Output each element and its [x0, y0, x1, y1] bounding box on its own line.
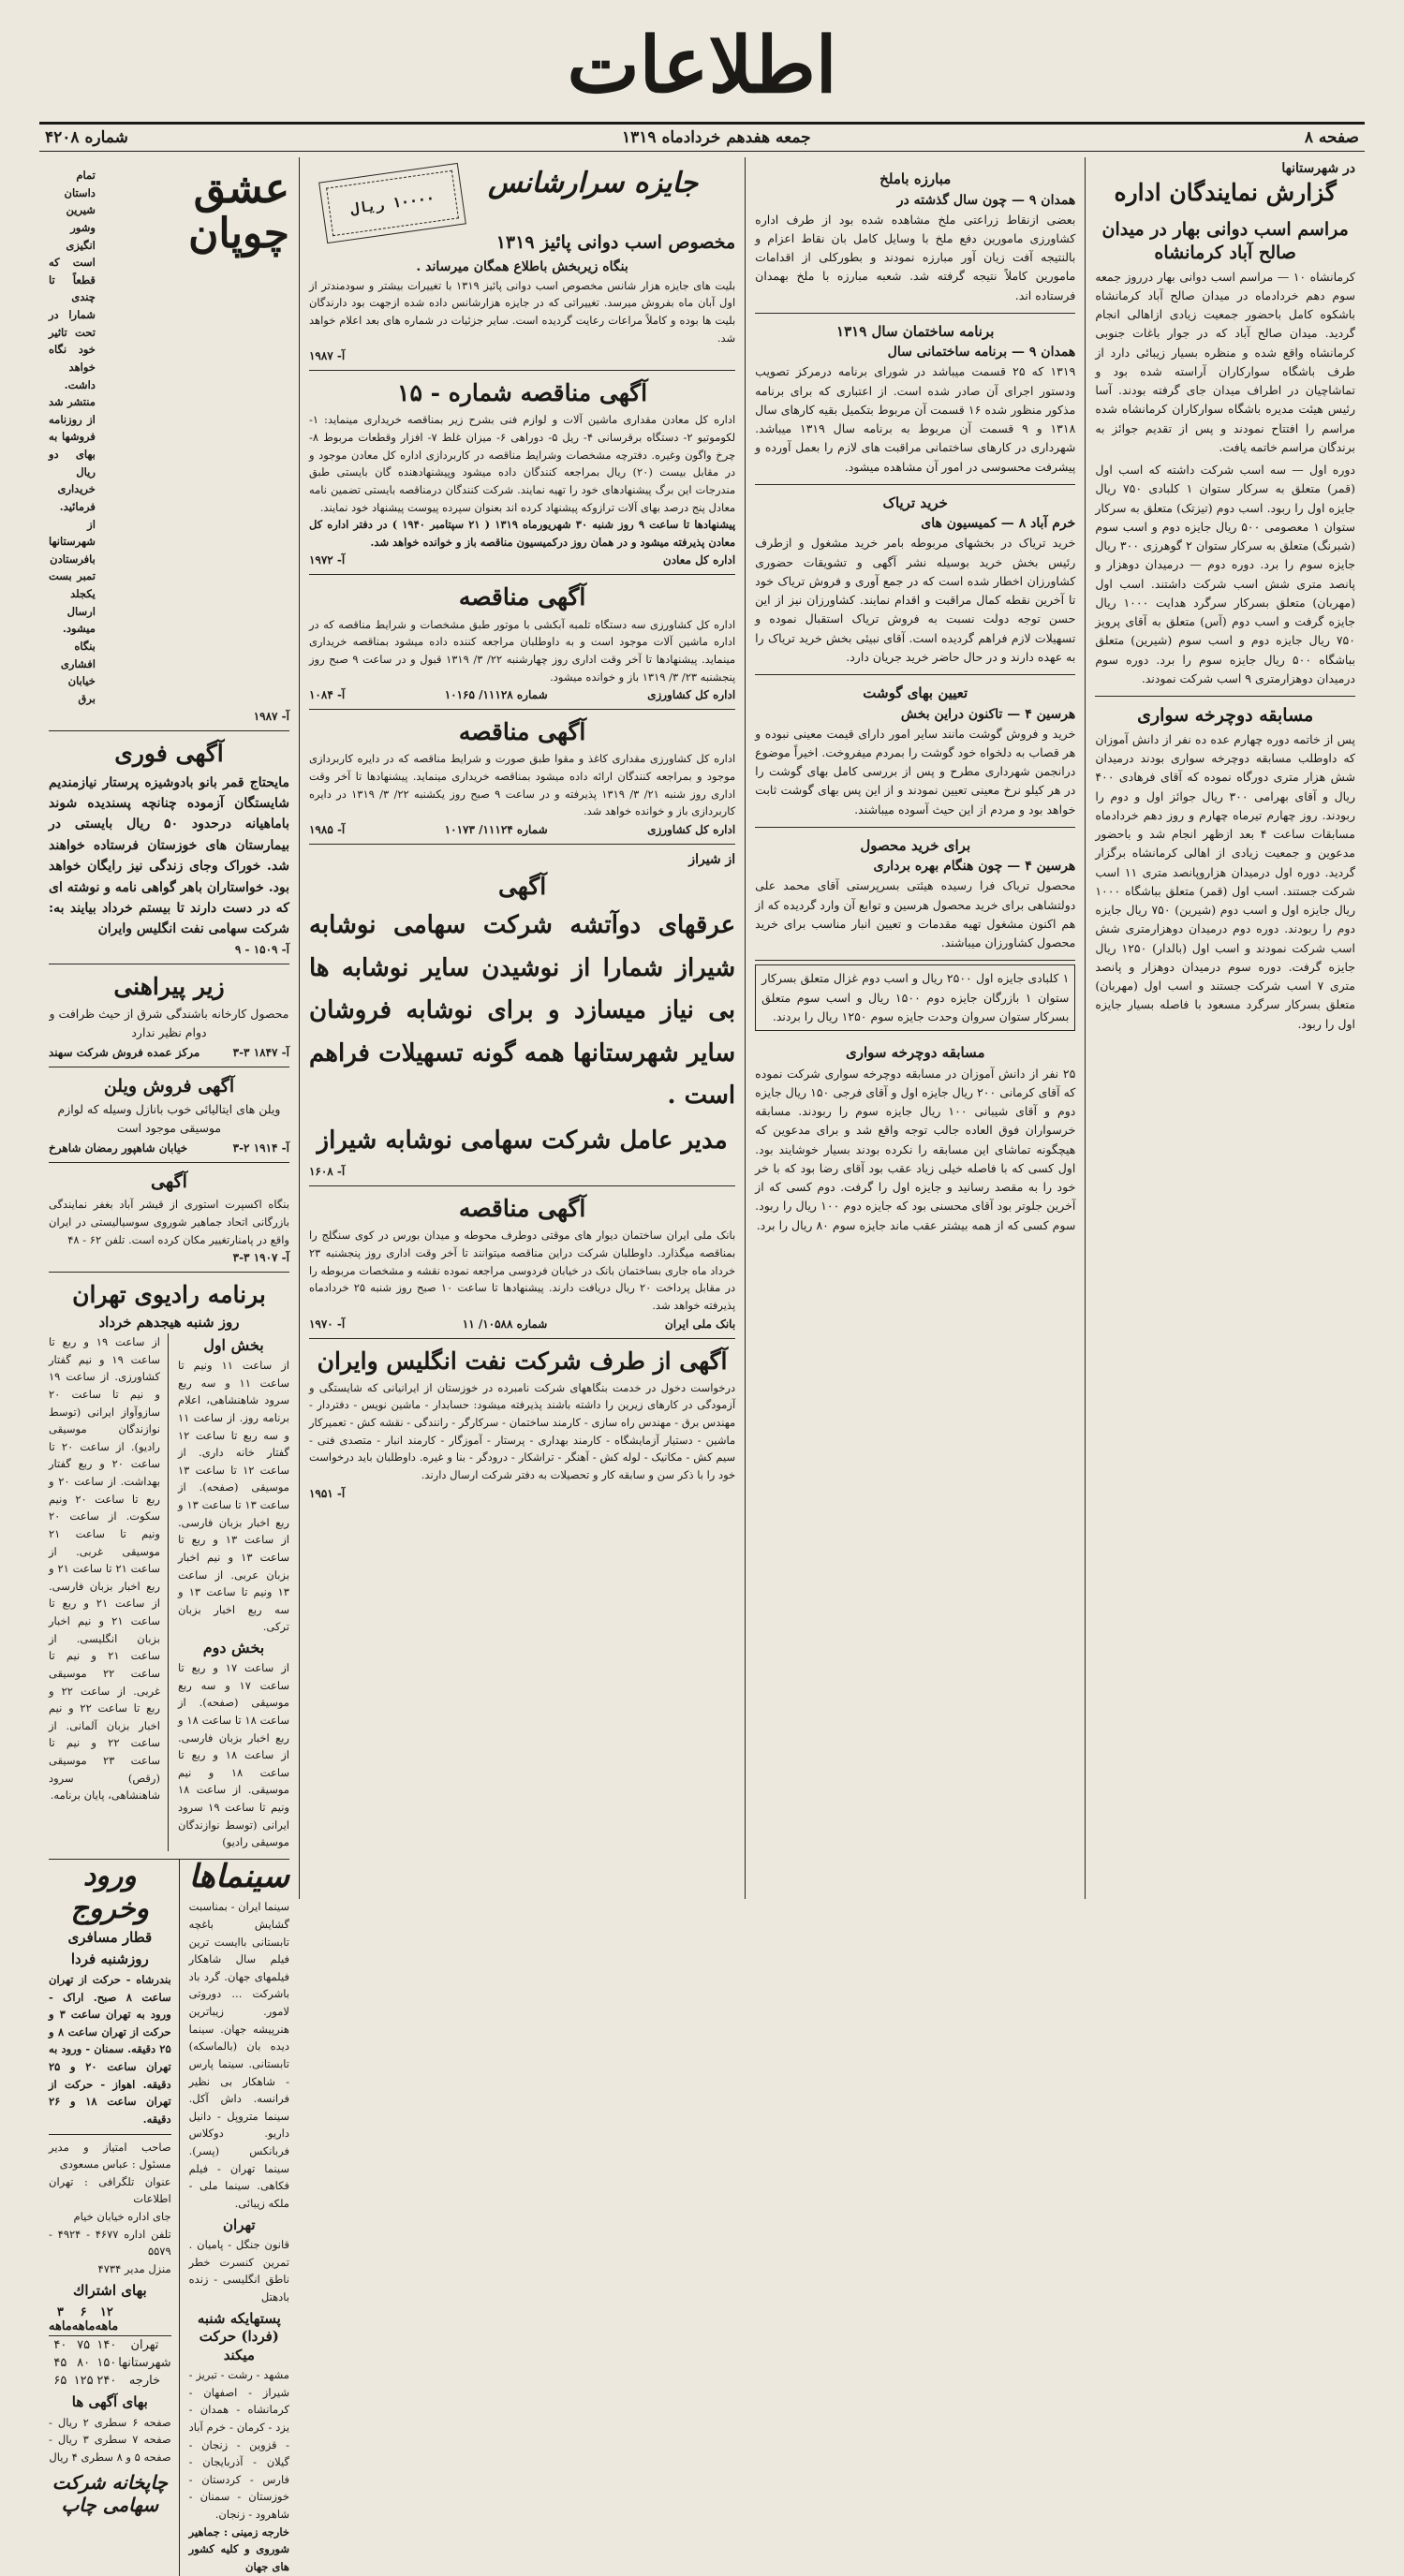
travel-sub: قطار مسافری: [67, 1928, 153, 1946]
radio-part-1-2: [178, 1333, 289, 1851]
radio-part-label: بخش اول: [203, 1336, 264, 1354]
tender-bank: [309, 1186, 735, 1338]
tender-footer: [309, 823, 735, 836]
anglo-iranian-ad: [309, 1339, 735, 1508]
travel-body: بندرشاه - حرکت از تهران ساعت ۸ صبح. اراک - ورود به تهران ساعت ۳ و حرکت از تهران ساعت ۸ و ۲۵ دقیقه. سمنان - ورود به تهران ساعت ۲۰ و ۲۵ دقیقه. اهواز - حرکت از تهران ساعت ۱۸ و ۲۶ دقیقه.: [49, 1972, 171, 2126]
columns: [39, 157, 1365, 2573]
lottery-body: بلیت های جایزه هزار شانس مخصوص اسب دوانی پائیز ۱۳۱۹ با تغییرات بیشتر و سودمندتر از اول آبان ماه بفروش میرسد. تغییراتی که در جایزه هزارشانس داده شده ازجهت بود دارندگان بلیت ها بوده و کاملاً مراعات رعایت گردیده است. سایر جزئیات در شماره های بعد اعلام خواهد شد.: [308, 278, 736, 345]
urgent-ad: [49, 731, 289, 964]
tender-footer: [309, 1317, 735, 1331]
cinemas-box: [188, 1857, 289, 2576]
ad-body: درخواست دخول در خدمت بنگاههای شرکت نامبرده در خوزستان از ایرانیانی که شایستگی و آزمودگی در کارهای زیرین را داشته باشند پذیرفته میشود: حسابدار - ماشین نویس - دفتردار - مهندس برق - مهندس راه سازی - کارمند ساختمان - سرکارگر - رانندگی - نقشه کش - تعمیرکار ماشین - دستیار آزمایشگاه - کارمند بهداری - پرستار - آموزگار - کارمند انبار - متصدی فنی - سیم کش - مکانیک - لوله کش - آهنگر - تراشکار - درودگر - بنا و غیره. داوطلبان باید درخواست خود را با ذکر سن و سابقه کار و تحصیلات به دفتر شرکت ارسال دارند.: [308, 1380, 736, 1481]
travel-and-imprint: [49, 1860, 180, 2576]
subscription-title: بهای اشتراك: [72, 2281, 147, 2299]
story-body-continued: دوره اول — سه اسب شرکت داشته که اسب اول (قمر) متعلق به سرکار ستوان ۱ کلبادی ۷۵۰ ریال جایزه اول را ربود. اسب دوم (تیزتک) متعلق به سرکار ستوان ۱ معصومی ۵۰۰ ریال جایزه دوم و اسب سوم (شبرنگ) متعلق به سرکار ستوان ۲ گوهرزی ۳۰۰ ریال جایزه سوم را برد. دوره دوم — درمیدان دوهزار و پانصد متری شش اسب شرکت داشتند. اسب اول (مهربان) متعلق بسرکار سرگرد هدایت ۱۰۰۰ ریال جایزه گرفت و اسب دوم (آس) متعلق به آقای پرویز ۷۵۰ ریال جایزه دوم و اسب سوم (شیرین) متعلق بباشگاه ۵۰۰ ریال جایزه سوم را برد. دوره سوم درمیدان دوهزارمتری ۹ اسب شرکت نمودند.: [1095, 463, 1356, 685]
cinema-body: سینما ایران - بمناسبت گشایش باغچه تابستانی باایست ترین فیلم سال شاهکار فیلمهای جهان. گرد باد باشرکت ... دوروتی لامور. زیباترین هنرپیشه جهان. سینما دیده بان (بالماسکه) تابستانی. سینما پارس - شاهکار بی نظیر فرانسه. داش آکل. سینما متروپل - دانیل داریو. دوکلاس فربانکس (پسر). سینما تهران - فیلم فکاهی. سینما ملی - ملکه زیبائی.: [188, 1900, 289, 2210]
radio-part-body: از ساعت ۱۱ ونیم تا ساعت ۱۱ و سه ربع سرود شاهنشاهی، اعلام برنامه روز. از ساعت ۱۱ و سه ربع تا ساعت ۱۲ گفتار خانه داری. از ساعت ۱۲ تا ساعت ۱۳ موسیقی (صفحه). از ساعت ۱۳ تا ساعت ۱۳ و ربع اخبار بزبان فارسی. از ساعت ۱۳ و ربع تا ساعت ۱۳ و نیم اخبار بزبان عربی. از ساعت ۱۳ ونیم تا ساعت ۱۳ و سه ربع اخبار بزبان ترکی.: [177, 1359, 289, 1634]
tender-signer: بانک ملی ایران: [664, 1317, 736, 1331]
subscription-header-cell: ۳ ماهه: [49, 2304, 72, 2336]
ad-code: آ- ۱۹۵۱: [308, 1486, 346, 1500]
ad-code: آ- ۱۰۸۴: [308, 688, 346, 702]
story-title: مبارزه باملخ: [879, 170, 952, 187]
drama-title: تهران: [223, 2215, 256, 2233]
story-title: برنامه ساختمان سال ۱۳۱۹: [836, 322, 995, 340]
story-cycling-2: [755, 1035, 1075, 1243]
tender-date: پیشنهادها تا ساعت ۹ روز شنبه ۳۰ شهریورماه ۱۳۱۹ ( ۲۱ سپتامبر ۱۹۴۰ ) در دفتر اداره کل معادن پذیرفته میشود و در همان روز درکمیسیون مناقصه باز و خوانده خواهد شد.: [308, 518, 736, 549]
imprint: [49, 2134, 171, 2517]
issue-number: شماره ۴۲۰۸: [45, 128, 128, 147]
ad-code: آ- ۱۹۸۷: [253, 710, 289, 724]
tender-body: اداره کل کشاورزی سه دستگاه تلمبه آبکشی با موتور طبق مشخصات و شرایط مناقصه که در اداره ماشین آلات موجود است و به داوطلبان مراجعه کننده داده میشود بمناقصه خریداری مینماید. پیشنهادها تا آخر وقت اداری روز چهارشنبه ۲۲/ ۳/ ۱۳۱۹ قبول و در ساعت ۹ صبح روز پنجشنبه ۲۳/ ۳/ ۱۳۱۹ باز و خوانده میشود.: [308, 617, 736, 684]
ad-body: بنگاه اکسپرت استوری از قیشر آباد بغفر نمایندگی بازرگانی اتحاد جماهیر شوروی سوسیالیستی در ایران واقع در پامنارتغییر مکان کرده است. تلفن ۶۲ - ۴۸: [49, 1198, 289, 1246]
ad-code: آ- ۱۶۰۸: [308, 1165, 346, 1179]
table-cell: تهران: [130, 2338, 159, 2352]
section-label: در شهرستانها: [1281, 161, 1355, 176]
bottom-split: [49, 1857, 289, 2576]
drama-body: قانون جنگل - پامیان . تمرین کنسرت خطر ناطق انگلیسی - زنده بادهتل: [188, 2238, 289, 2304]
column-notices: [300, 157, 746, 1899]
ad-code: آ- ۱۹۸۵: [308, 822, 346, 836]
subscription-header-cell: [118, 2304, 170, 2336]
radio-day: روز شنبه هیجدهم خرداد: [98, 1313, 240, 1331]
story-kermanshah-race: [1095, 211, 1355, 697]
ad-place: از شیراز: [688, 851, 736, 867]
ad-code: آ- ۱۹۰۷ ۳-۳: [232, 1251, 289, 1265]
ad-code: آ- ۱۵۰۹ - ۹: [234, 942, 289, 956]
page-number: صفحه ۸: [1304, 128, 1359, 147]
masthead-title: اطلاعات: [567, 21, 837, 110]
ad-vendor: خیابان شاهپور رمضان شاهرخ: [49, 1141, 188, 1155]
tender-title: آگهی مناقصه: [458, 583, 586, 611]
ad-body: [309, 905, 735, 1162]
story-body: کرمانشاه ۱۰ — مراسم اسب دوانی بهار درروز جمعه سوم دهم خردادماه در میدان صالح آباد کرمانشاه باشکوه کامل باحضور جمعیت زیادی ازاهالی انجام گردید. میدان صالح آباد که در جوار باغات جنوبی کرمانشاه واقع شده و منظره بسیار زیبائی دارد از طرف باشگاه سوارکاران آراسته شده بود و تماشاچیان در اطراف میدان جای گرفته بودند. آسا رئیس هیئت مدیره باشگاه سوارکاران کرمانشاه شده مراسم را افتتاح نمودند و پس از تقدیم جوائز به برندگان مراسم خاتمه یافت.: [1095, 269, 1355, 454]
tender-15: [309, 371, 735, 575]
story-cycling: [1095, 697, 1355, 1041]
story-lead: همدان ۹ — چون سال گذشته در: [896, 192, 1076, 208]
table-cell: شهرستانها: [118, 2356, 171, 2370]
radio-part-label: بخش دوم: [202, 1639, 265, 1656]
serial-footer: [49, 710, 289, 723]
post-foreign: خارجه زمینی : جماهیر شوروی و کلیه کشور های جهان: [188, 2524, 289, 2573]
story-opium: [755, 485, 1075, 675]
table-cell: ۴۰: [53, 2338, 67, 2352]
tender-ref: شماره ۱۱۱۲۴/ ۱۰۱۷۳: [444, 822, 548, 836]
lottery-subtitle: مخصوص اسب دوانی پائیز ۱۳۱۹: [495, 232, 736, 253]
table-row: [49, 2336, 171, 2355]
table-row: [49, 2372, 171, 2390]
table-cell: ۶۵: [53, 2374, 67, 2388]
imprint-owner: صاحب امتیاز و مدیر مسئول : عباس مسعودی: [49, 2140, 171, 2171]
ad-vendor: مرکز عمده فروش شرکت سهند: [49, 1045, 200, 1059]
story-body: ۲۵ نفر از دانش آموزان در مسابقه دوچرخه سواری شرکت نموده که آقای کرمانی ۲۰۰ ریال جایزه اول و آقای فرجی ۱۵۰ ریال جایزه دوم و آقای شیبانی ۱۰۰ ریال جایزه سوم را ربودند. مسابقه خرسواران فوق العاده جالب توجه واقع شد و برای مدعوین که هیچگونه تماشای این مسابقه را نکرده بودند بسیار خوشایند بود. اول کسی که با فاصله خیلی زیاد عقب بود آقای رضا بود که با خر خود را به مقصد رسانید و جایزه اول را گرفت. دوم کسی که از آخرین جلوتر بود آقای محسنی بود که جایزه دوم ۱۰۰ ریال را ربود. سوم کسی که از همه بیشتر عقب ماند جایزه سوم ۸۰ ریال را برد.: [755, 1066, 1076, 1232]
ad-body-text: عرقهای دوآتشه شرکت سهامی نوشابه شیراز شمارا از نوشیدن سایر نوشابه ها بی نیاز میسازد و برای نوشابه فروشان سایر شهرستانها همه گونه تسهیلات فراهم است .: [308, 911, 736, 1111]
tender-signer: اداره کل معادن: [662, 553, 736, 567]
serial-body: تمام داستان شیرین وشور انگیزی است که قطعاً تا چندی شمارا در تحت تاثیر خود نگاه خواهد داشت. منتشر شد از روزنامه فروشها به بهای دو ریال خریداری فرمائید. از شهرستانها بافرستادن تمبر بست یکجلد ارسال میشود. بنگاه افشاری خیابان برق: [48, 169, 96, 705]
ad-footer: [49, 1251, 289, 1264]
column-classifieds: [39, 157, 300, 2573]
masthead: [39, 22, 1365, 109]
story-title: مسابقه دوچرخه سواری: [845, 1044, 985, 1061]
ad-body: محصول کارخانه باشندگی شرق از حیث ظرافت و دوام نظیر ندارد: [49, 1007, 289, 1040]
subscription-table: [49, 2304, 171, 2390]
ad-code: آ- ۱۹۷۲: [308, 553, 346, 567]
lottery-ticket-amount: ۱۰۰۰۰ ریال: [348, 188, 436, 218]
ad-title: آگهی از طرف شرکت نفت انگلیس وایران: [317, 1347, 728, 1375]
table-cell: ۲۴۰: [96, 2374, 117, 2388]
lottery-footer: [309, 349, 735, 362]
imprint-home: منزل مدیر ۴۷۳۴: [97, 2261, 171, 2275]
ad-body: مایحتاج قمر بانو بادوشیزه پرستار نیازمندیم شایستگان آزموده چنانچه پسندیده شوند باماهیانه درحدود ۵۰ ریال بایستی در بیمارستان های خوزستان فرستاده خواهند شد. خوراک وجای زندگی نیز رایگان خواهد بود. خواستاران باهر گواهی نامه و نوشته ای که در دست دارند تا بیستم خرداد بیایند به: شرکت سهامی نفت انگلیس وایران: [49, 774, 289, 937]
printer-imprint: چاپخانه شرکت سهامی چاپ: [52, 2471, 168, 2517]
ad-code: آ- ۱۸۴۷ ۳-۳: [232, 1045, 289, 1059]
issue-date: جمعه هفدهم خردادماه ۱۳۱۹: [622, 128, 811, 147]
table-cell: ۸۰: [77, 2356, 91, 2370]
tender-ref: شماره ۱۱۱۲۸/ ۱۰۱۶۵: [444, 688, 548, 702]
violin-ad: [49, 1067, 289, 1163]
story-title: خرید تریاک: [882, 493, 948, 511]
tender-body: اداره کل معادن مقداری ماشین آلات و لوازم فنی بشرح زیر بمناقصه خریداری مینماید: ۱- لکوموتیو ۲- دستگاه برقرسانی ۴- ریل ۵- دوراهی ۶- میزان غلط ۷- افزار وقطعات مربوط ۸- چرخ واگون وغیره. دفترچه مشخصات وشرایط مناقصه در کاربردازی اداره کل معادن موجود و در مقابل بیست (۲۰) ریال بمراجعه کنندگان داده میشود وپیشنهادهنده گان بایستی طبق مندرجات این برگ پیشنهادهای خود را تهیه نمایند. شرکت کنندگان درمناقصه بایستی تضمین نامه معادل پنج درصد بهای آلات ترازوکه پیشنهاد کرده اند بعنوان سپرده پیوست پیشنهاد خود نمایند.: [308, 413, 736, 514]
story-harvest: [755, 828, 1075, 962]
ad-footer: [309, 1165, 735, 1178]
story-body: خرید و فروش گوشت مانند سایر امور دارای قیمت معینی نبوده و هر قصاب به دلخواه خود گوشت را بمردم میفروخت. اخیراً موضوع درانجمن شهرداری مطرح و پس از بررسی کامل بهای گوشت را در هر کیلو نرخ معینی تعیین نمودند و از این پس بهای گوشت ثابت خواهد بود و مردم از این حیث آسوده میباشند.: [755, 726, 1076, 817]
column-provinces: [1086, 157, 1365, 1899]
tender-ref: شماره ۱۰۵۸۸/ ۱۱: [462, 1317, 548, 1331]
story-construction: [755, 314, 1075, 485]
story-body: ۱۳۱۹ که ۲۵ قسمت میباشد در شورای برنامه درمرکز تصویب ودستور اجرای آن صادر شده است. از اعتباری که برای برنامه مذکور منظور شده ۱۶ قسمت آن مربوط بتکمیل بقیه کارهای سال ۱۳۱۸ و ۹ قسمت آن مربوط به برنامه سال ۱۳۱۹ میباشد. شهرداری در کارهای ساختمانی مراقبت های لازم را بعمل آورده و پیشرفت محسوسی در امور آن مشاهده میشود.: [755, 364, 1076, 474]
subscription-header-row: [49, 2304, 171, 2336]
subscription-header-cell: ۱۲ ماهه: [96, 2304, 119, 2336]
ad-rates-body: صفحه ۶ سطری ۲ ریال - صفحه ۷ سطری ۳ ریال - صفحه ۵ و ۸ سطری ۴ ریال: [49, 2415, 171, 2464]
serial-ad: [49, 161, 289, 731]
radio-title: برنامه رادیوی تهران: [72, 1281, 266, 1309]
ad-title: زیر پیراهنی: [113, 972, 225, 1000]
tender-signer: اداره کل کشاورزی: [647, 822, 736, 836]
table-cell: ۱۵۰: [96, 2356, 117, 2370]
shiraz-ad: [309, 845, 735, 1186]
story-lead: هرسین ۴ — چون هنگام بهره برداری: [873, 859, 1076, 875]
post-title: پستهایکه شنبه (فردا) حرکت میکند: [197, 2309, 281, 2363]
table-cell: ۷۵: [77, 2338, 91, 2352]
tender-agri-2: [309, 710, 735, 845]
tender-agri-1: [309, 575, 735, 710]
ad-title: آگهی فروش ویلن: [103, 1075, 235, 1097]
tender-body: اداره کل کشاورزی مقداری کاغذ و مقوا طبق صورت و شرایط مناقصه که در دایره کاربردازی موجود و بمراجعه کنندگان ارائه داده میشود بمناقصه خریداری مینماید. پیشنهادها تا آخر وقت اداری روز شنبه ۲۱/ ۳/ ۱۳۱۹ پذیرفته و در ساعت ۹ صبح روز یکشنبه ۲۲/ ۳/ ۱۳۱۹ در دایره کاربردازی باز و خوانده خواهد شد.: [308, 752, 736, 818]
lottery-ad: [309, 161, 735, 371]
subscription-header-cell: ۶ ماهه: [72, 2304, 96, 2336]
table-cell: خارجه: [128, 2374, 161, 2388]
dateline: [39, 122, 1365, 152]
notice-ad: [49, 1163, 289, 1273]
story-title: تعیین بهای گوشت: [863, 684, 968, 701]
tender-body: بانک ملی ایران ساختمان دیوار های موقتی دوطرف محوطه و میدان بورس در کوی سنگلج را بمناقصه میگذارد. داوطلبان شرکت دراین مناقصه میتوانند تا آخر وقت اداری روز پنجشنبه ۲۳ خرداد ماه جاری بساختمان بانک در خیابان فردوسی مراجعه نموده نقشه و مشخصات مربوطه را در مقابل پرداخت ۲۰ ریال دریافت دارند. پیشنهادها تا ساعت ۱۰ صبح روز شنبه ۲۵ خردادماه پذیرفته خواهد شد.: [308, 1229, 736, 1312]
table-row: [49, 2354, 171, 2372]
story-body: محصول تریاک فرا رسیده هیئتی بسرپرستی آقای محمد علی دولتشاهی برای خرید محصول هرسین و توابع آن وارد گردیده که از هم اکنون مشغول تهیه مقدمات و تعیین انبار مناسب برای خرید محصول کشاورزان میباشند.: [755, 878, 1076, 949]
ad-code: آ- ۱۹۱۴ ۲-۳: [232, 1141, 289, 1155]
ad-title: آگهی: [151, 1170, 187, 1192]
imprint-phone: تلفن اداره ۴۶۷۷ - ۴۹۲۴ - ۵۵۷۹: [49, 2227, 171, 2259]
story-title: مراسم اسب دوانی بهار در میدان صالح آباد کرمانشاه: [1101, 219, 1349, 263]
ad-title: آگهی فوری: [114, 740, 224, 768]
tender-title: آگهی مناقصه شماره - ۱۵: [397, 379, 648, 407]
table-cell: ۱۴۰: [96, 2338, 117, 2352]
radio-program: [49, 1273, 289, 1860]
travel-day: روزشنبه فردا: [70, 1950, 149, 1968]
travel-title: ورود وخروج: [70, 1859, 150, 1925]
story-lead: خرم آباد ۸ — کمیسیون های: [921, 516, 1076, 532]
radio-part-3: [49, 1333, 169, 1851]
lottery-title: جایزه سرارشانس: [488, 167, 699, 199]
table-cell: ۴۵: [53, 2356, 67, 2370]
ad-body: ویلن های ایتالیائی خوب بانازل وسیله که لوازم موسیقی موجود است: [57, 1102, 281, 1136]
boxed-text: ۱ کلبادی جایزه اول ۲۵۰۰ ریال و اسب دوم غزال متعلق بسرکار ستوان ۱ بازرگان جایزه دوم ۱۵۰۰ ریال و اسب سوم متعلق بسرکار ستوان سروان وحدت جایزه سوم ۱۲۵۰ ریال را بردند.: [761, 971, 1070, 1023]
tender-title: آگهی مناقصه: [458, 1195, 586, 1223]
ad-signer: مدیر عامل شرکت سهامی نوشابه شیراز: [317, 1126, 728, 1155]
imprint-telegraph: عنوان تلگرافی : تهران اطلاعات: [49, 2174, 171, 2206]
story-meat-price: [755, 675, 1075, 828]
serial-ad-content: [49, 167, 289, 707]
story-lead: همدان ۹ — برنامه ساختمانی سال: [887, 345, 1076, 361]
story-title: برای خرید محصول: [860, 836, 971, 854]
story-locust: [755, 161, 1075, 314]
ad-rates-title: بهای آگهی ها: [71, 2393, 148, 2410]
boxed-result: [755, 964, 1075, 1031]
table-cell: ۱۲۵: [73, 2374, 94, 2388]
lottery-notice: بنگاه زیربخش باطلاع همگان میرساند .: [416, 258, 628, 274]
story-body: بعضی ازنقاط زراعتی ملخ مشاهده شده بود از طرف اداره کشاورزی مامورین دفع ملخ با وسایل کامل بان نقاط اعزام و بالنتیجه آفت زیان آور مبارزه نمودند و بطورکلی از اقدامات مامورین کاملاً نتیجه گرفته شد. شعبه مبارزه با ملخ بهمدان فرستاده اند.: [755, 212, 1076, 302]
serial-title: عشق چوپان: [188, 165, 289, 258]
ad-footer: [49, 943, 289, 956]
post-body: مشهد - رشت - تبریز - شیراز - اصفهان - کرمانشاه - همدان - یزد - کرمان - خرم آباد - قزوین - زنجان - گیلان - آذربایجان - فارس - کردستان - خوزستان - سمنان - شاهرود - زنجان.: [188, 2368, 289, 2522]
tender-title: آگهی مناقصه: [458, 718, 586, 746]
undershirt-ad: [49, 964, 289, 1067]
ad-footer: [49, 1046, 289, 1059]
tender-footer: [309, 688, 735, 701]
imprint-address: جای اداره خیابان خیام: [73, 2210, 171, 2223]
story-title: مسابقه دوچرخه سواری: [1137, 705, 1314, 727]
ad-footer: [309, 1487, 735, 1500]
tender-footer: [309, 553, 735, 567]
tender-signer: اداره کل کشاورزی: [647, 688, 736, 702]
ad-code: آ- ۱۹۷۰: [308, 1317, 346, 1331]
radio-part-body: از ساعت ۱۷ و ربع تا ساعت ۱۷ و سه ربع موسیقی (صفحه). از ساعت ۱۸ تا ساعت ۱۸ و ربع اخبار بزبان فارسی. از ساعت ۱۸ و ربع تا ساعت ۱۸ و نیم موسیقی. از ساعت ۱۸ ونیم تا ساعت ۱۹ سرود ایرانی (توسط نوازندگان موسیقی رادیو): [177, 1661, 289, 1849]
story-lead: هرسین ۴ — تاکنون دراین بخش: [900, 706, 1076, 722]
story-body: خرید تریاک در بخشهای مربوطه بامر خرید مشغول و ازطرف رئیس بخش خرید بوسیله نشر آگهی و تشویقات حضوری کشاورزان اخطار شده است که در جمع آوری و فروش تریاک خود تا آخرین نقطه کمال مراقبت و اقدام نمایند. کشاورزان نیز از این حسن توجه دولت نسبت به فروش تریاک استقبال نموده و تسهیلات لازم فراهم گردیده است. آقای نبیئی بخش خرید تریاک را به عهده دارند و در حال حاضر خرید جریان دارد.: [755, 536, 1076, 664]
ad-title: آگهی: [497, 872, 547, 900]
provinces-headline: گزارش نمایندگان اداره: [1114, 179, 1337, 206]
radio-part-body: از ساعت ۱۹ و ربع تا ساعت ۱۹ و نیم گفتار کشاورزی. از ساعت ۱۹ و نیم تا ساعت ۲۰ سازوآواز ایرانی (توسط نوازندگان موسیقی رادیو). از ساعت ۲۰ تا ساعت ۲۰ و ربع گفتار بهداشت. از ساعت ۲۰ و ربع تا ساعت ۲۰ ونیم سکوت. از ساعت ۲۰ ونیم تا ساعت ۲۱ موسیقی غربی. از ساعت ۲۱ تا ساعت ۲۱ و ربع اخبار بزبان فارسی. از ساعت ۲۱ و ربع تا ساعت ۲۱ و نیم اخبار بزبان انگلیسی. از ساعت ۲۱ و نیم تا ساعت ۲۲ موسیقی غربی. از ساعت ۲۲ و ربع تا ساعت ۲۲ و نیم اخبار بزبان آلمانی. از ساعت ۲۲ و نیم تا ساعت ۲۳ موسیقی (رقص) سرود شاهنشاهی، پایان برنامه.: [49, 1335, 160, 1803]
radio-grid: [49, 1333, 289, 1851]
ad-code: آ- ۱۹۸۷: [308, 349, 346, 363]
cinema-title: سینماها: [188, 1857, 289, 1895]
ad-footer: [49, 1141, 289, 1155]
story-body: پس از خاتمه دوره چهارم عده ده نفر از دانش آموزان که داوطلب مسابقه دوچرخه سواری بودند درمیدان شش هزار متری دورگاه نموده که آقای فرهادی ۴۰۰ ریال و آقای بهرامی ۳۰۰ ریال جوائز اول و دوم را ربودند. روز چهارم تیرماه چهارم و روز دهم خردادماه مسابقات ساعت ۴ بعد ازظهر انجام شد و باحضور مدعوین و جمعیت زیادی از اهالی کرمانشاه برگزار گردید. دوره اول درمیدان هزاروپانصد متری ۱۱ اسب شرکت جستند. اسب اول (قمر) متعلق بباشگاه ۱۰۰۰ ریال جایزه اول و اسب دوم (شیرین) ۷۵۰ ریال جایزه دوم را ربودند. دوره دوم درمیدان دوهزارمتری شش اسب شرکت نمودند و اسب اول (بالدار) ۱۲۵۰ ریال جایزه گرفت. دوره سوم درمیدان دوهزار و پانصد متری ۷ اسب شرکت جستند و اسب اول (مهربان) متعلق بسرکار سرگرد مسعود با فاصله بسیار جایزه اول را ربود.: [1095, 731, 1355, 1031]
column-regional-reports: [746, 157, 1086, 1899]
